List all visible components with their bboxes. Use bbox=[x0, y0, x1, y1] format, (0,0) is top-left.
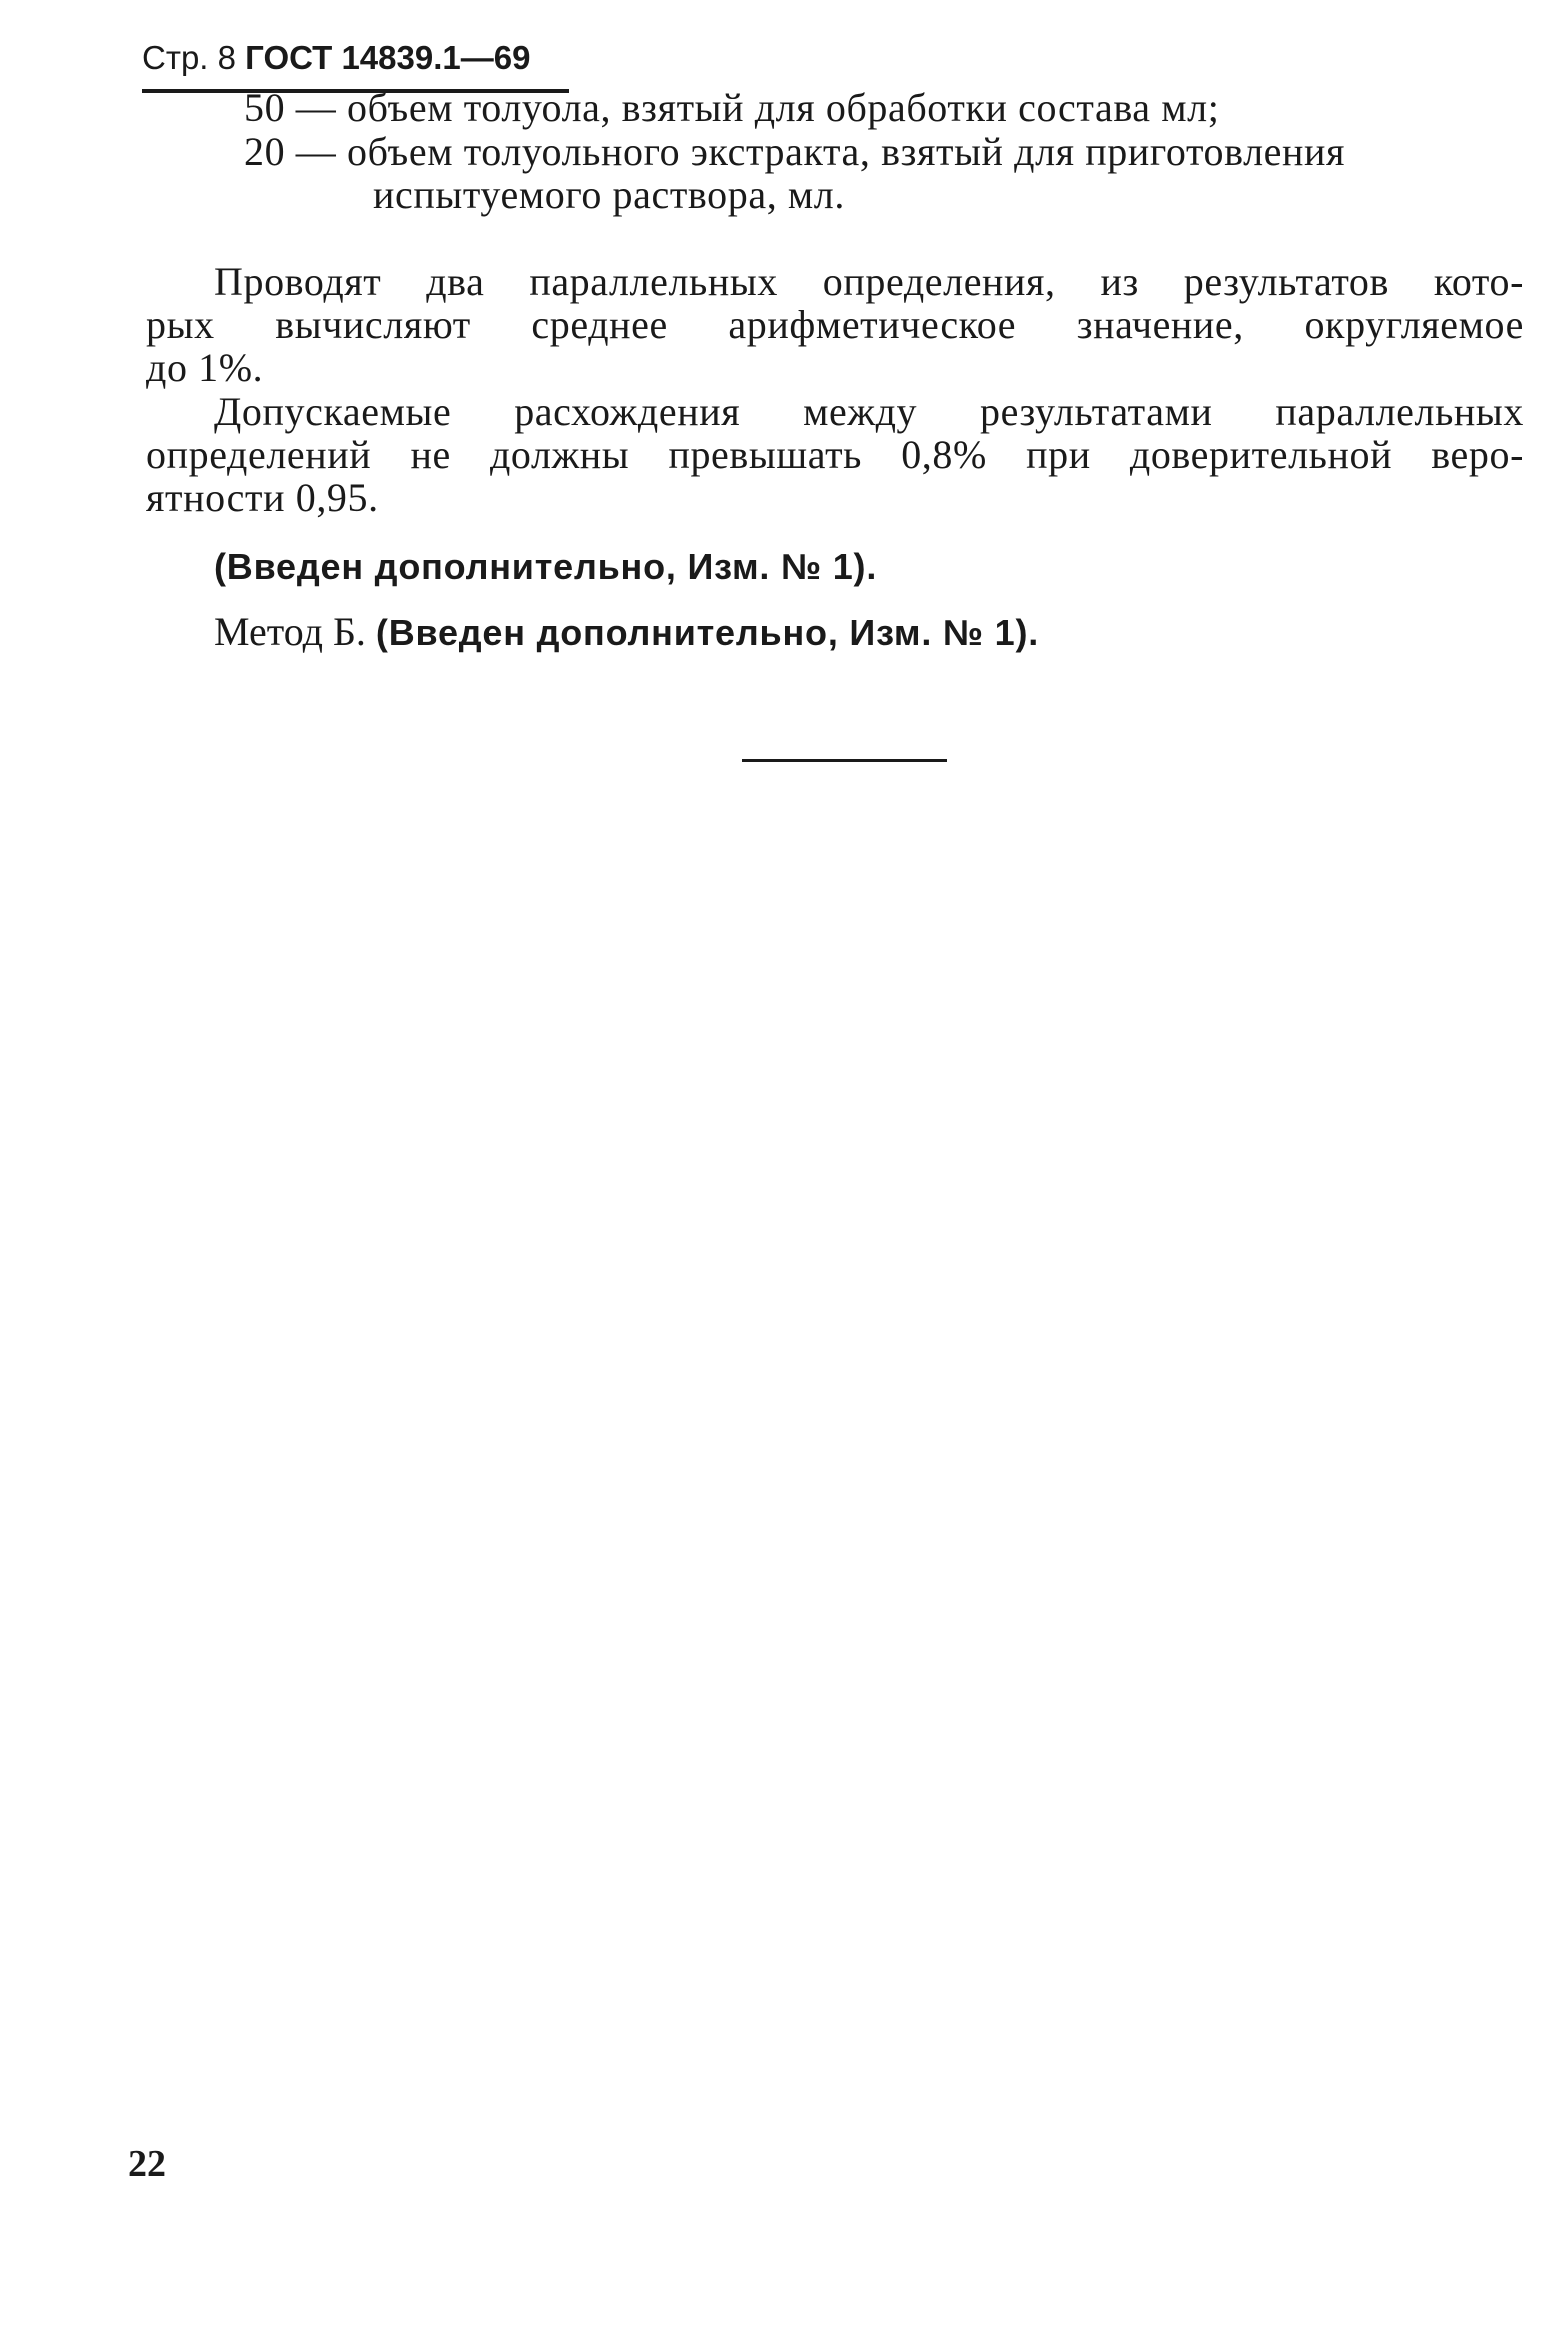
amendment-note-text: (Введен дополнительно, Изм. № 1). bbox=[375, 612, 1040, 653]
paragraph-line: до 1%. bbox=[146, 345, 264, 390]
page-header bbox=[142, 36, 530, 80]
definition-20-continuation: испытуемого раствора, мл. bbox=[373, 172, 845, 217]
paragraph-tolerances bbox=[146, 390, 1524, 519]
end-of-section-rule bbox=[742, 759, 947, 762]
method-label: Метод Б. bbox=[214, 609, 376, 654]
page-prefix: Стр. 8 bbox=[142, 39, 236, 76]
document-code: ГОСТ 14839.1—69 bbox=[245, 39, 531, 76]
amendment-note-text: (Введен дополнительно, Изм. № 1). bbox=[214, 546, 878, 587]
paragraph-parallel-determinations bbox=[146, 260, 1524, 389]
paragraph-line: рых вычисляют среднее арифметическое значение, округляемое bbox=[146, 302, 1524, 347]
amendment-note-2 bbox=[214, 610, 1039, 655]
paragraph-line: ятности 0,95. bbox=[146, 475, 379, 520]
paragraph-line: определений не должны превышать 0,8% при доверительной веро- bbox=[146, 432, 1524, 477]
definition-20: 20 — объем толуольного экстракта, взятый для приготовления bbox=[244, 129, 1345, 174]
paragraph-line: Допускаемые расхождения между результатами параллельных bbox=[214, 389, 1524, 434]
amendment-note-1 bbox=[214, 544, 877, 589]
definition-50: 50 — объем толуола, взятый для обработки состава мл; bbox=[244, 85, 1220, 130]
paragraph-line: Проводят два параллельных определения, из результатов кото- bbox=[214, 259, 1524, 304]
page-number: 22 bbox=[128, 2143, 166, 2185]
